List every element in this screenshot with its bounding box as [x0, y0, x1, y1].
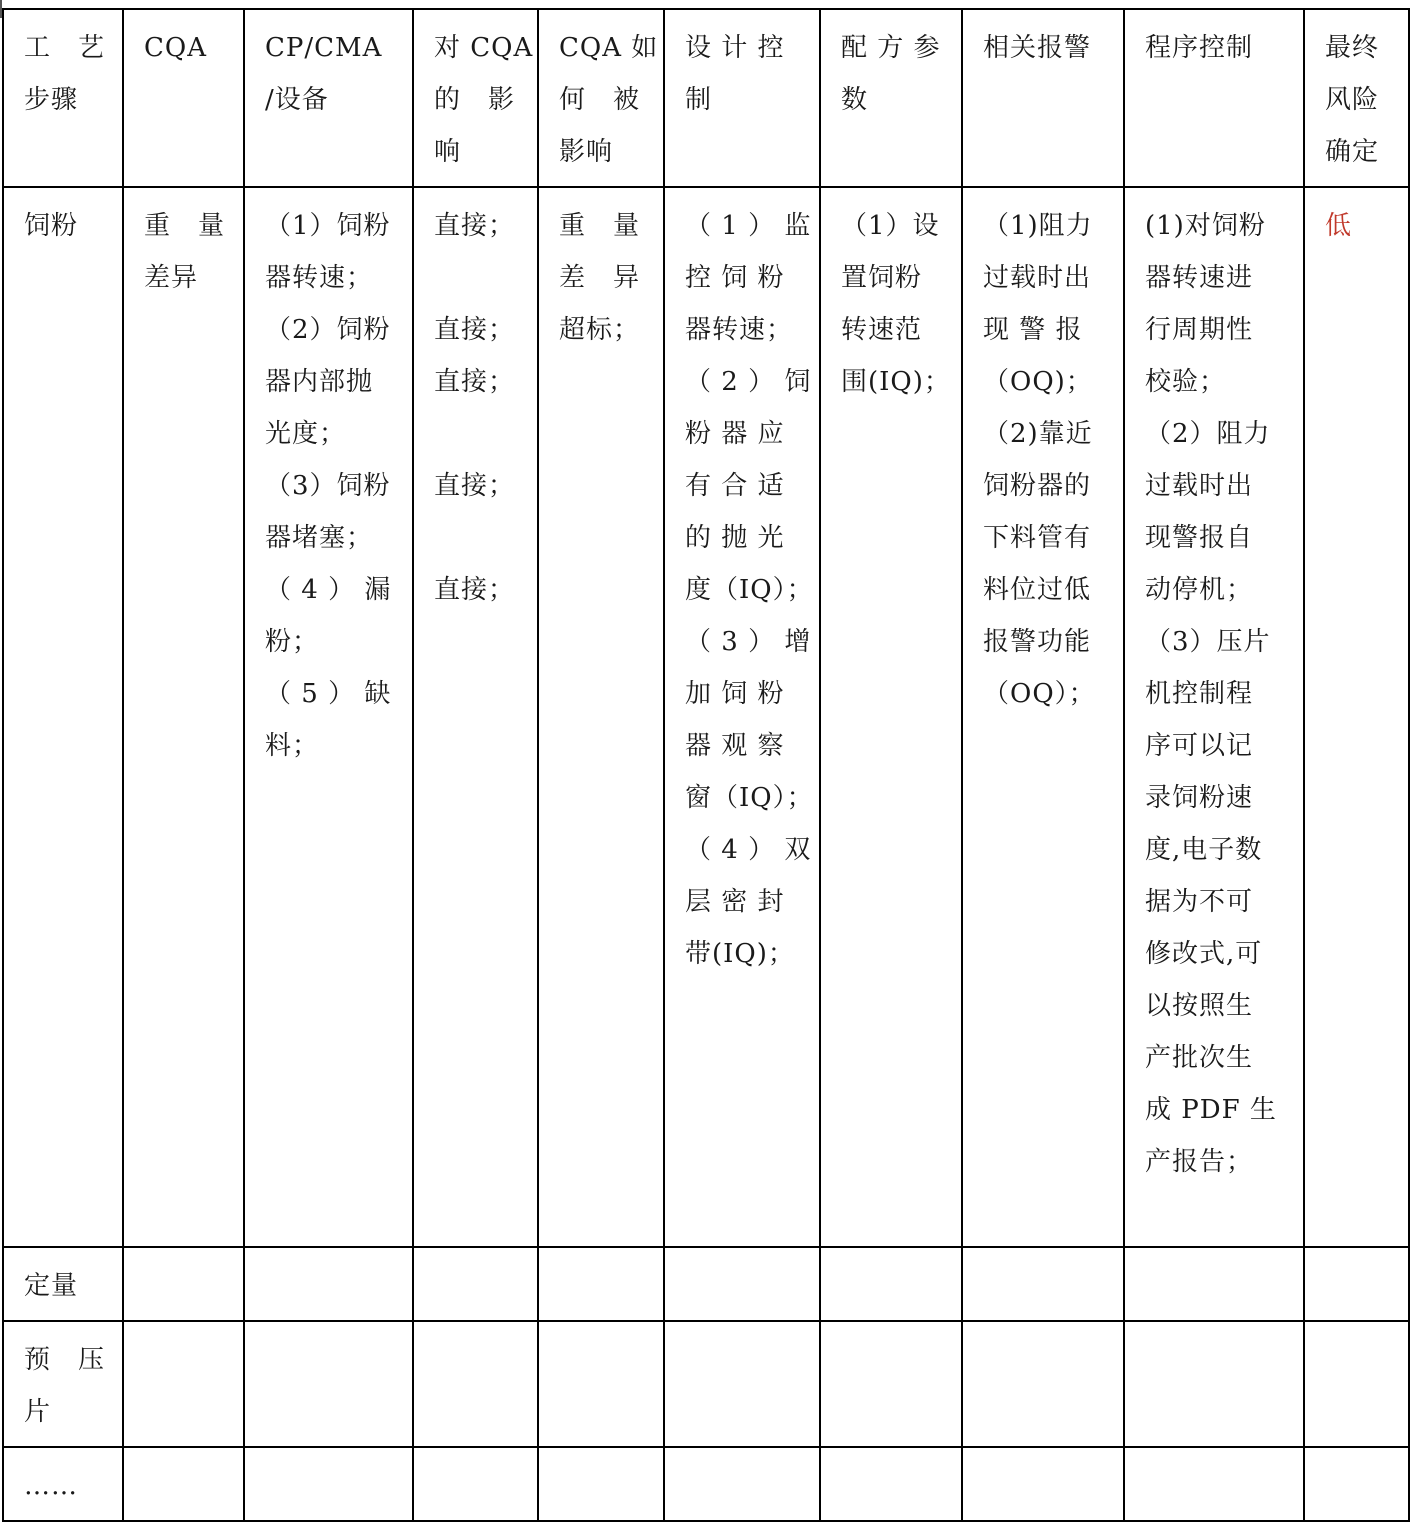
cell-text-line: 影响: [559, 137, 614, 167]
header-how-affected: [538, 9, 664, 187]
header-final-risk: [1304, 9, 1409, 187]
cell-text-line: 下料管有: [983, 523, 1092, 553]
cell-text-line: (1)对饲粉: [1145, 211, 1266, 241]
cell-cp-feed: [244, 187, 413, 1247]
cell-text-line: 以按照生: [1145, 991, 1254, 1021]
cell-text-line: 行周期性: [1145, 315, 1254, 345]
cell-empty: [1124, 1247, 1304, 1321]
cell-recipe-feed: [820, 187, 962, 1247]
cell-empty: [244, 1321, 413, 1447]
cell-text-line: （ 4 ） 漏: [265, 575, 392, 605]
cell-text-line: 器 观 察: [685, 731, 785, 761]
cell-empty: [664, 1447, 820, 1521]
cell-text-line: （ 5 ） 缺: [265, 679, 392, 709]
cell-text-line: （2)靠近: [983, 419, 1093, 449]
cell-text-line: 过载时出: [1145, 471, 1254, 501]
cell-text-line: 器堵塞；: [265, 523, 374, 553]
cell-text-line: （OQ）；: [983, 679, 1096, 709]
cell-text-line: 器转速；: [685, 315, 794, 345]
cell-empty: [244, 1447, 413, 1521]
cell-empty: [1124, 1447, 1304, 1521]
cell-text-line: CQA 如: [559, 33, 659, 63]
cell-empty: [1304, 1447, 1409, 1521]
header-alarm: [962, 9, 1124, 187]
cell-text-line: （2）阻力: [1145, 419, 1271, 449]
header-step: [3, 9, 123, 187]
cell-text-line: 产批次生: [1145, 1043, 1254, 1073]
cell-text-line: 差异: [144, 263, 199, 293]
cell-text-line: 最终: [1325, 33, 1380, 63]
cell-text-line: （ 3 ） 增: [685, 627, 812, 657]
cell-empty: [538, 1447, 664, 1521]
cell-empty: [962, 1447, 1124, 1521]
cell-empty: [962, 1247, 1124, 1321]
cell-text-line: 何 被: [559, 85, 641, 115]
cell-step-more: [3, 1447, 123, 1521]
cell-empty: [413, 1447, 538, 1521]
cell-text-line: 超标；: [559, 315, 641, 345]
cell-text-line: 确定: [1325, 137, 1380, 167]
header-row: [3, 9, 1409, 187]
cell-text-line: 有 合 适: [685, 471, 785, 501]
cell-empty: [123, 1247, 244, 1321]
cell-impact-feed: [413, 187, 538, 1247]
cell-text-line: 响: [434, 137, 462, 167]
cell-text-line: 直接；: [434, 575, 516, 605]
cell-text-line: 现警报自: [1145, 523, 1254, 553]
cell-text-line: 饲粉: [24, 211, 79, 241]
table-row-feed: [3, 187, 1409, 1247]
cell-text-line: （1）饲粉: [265, 211, 391, 241]
cell-text-line: 层 密 封: [685, 887, 785, 917]
table-row-quant: [3, 1247, 1409, 1321]
cell-step-feed: [3, 187, 123, 1247]
cell-text-line: 直接；: [434, 471, 516, 501]
header-cp-cma: [244, 9, 413, 187]
cell-text-line: 直接；: [434, 211, 516, 241]
cell-text-line: CP/CMA: [265, 33, 383, 63]
cell-text-line: 置饲粉: [841, 263, 923, 293]
cell-text-line: 加 饲 粉: [685, 679, 785, 709]
cell-text-line: 料；: [265, 731, 320, 761]
cell-text-line: （3）压片: [1145, 627, 1271, 657]
cell-how-feed: [538, 187, 664, 1247]
cell-text-line: 器转速进: [1145, 263, 1254, 293]
cell-text-line: 饲粉器的: [983, 471, 1092, 501]
cell-text-line: 直接；: [434, 315, 516, 345]
cell-text-line: 录饲粉速: [1145, 783, 1254, 813]
cell-text-line: 成 PDF 生: [1145, 1095, 1277, 1125]
cell-text-line: （ 1 ） 监: [685, 211, 812, 241]
cell-empty: [538, 1321, 664, 1447]
header-cqa: [123, 9, 244, 187]
cell-text-line: 重 量: [559, 211, 641, 241]
cell-text-line: 度,电子数: [1145, 835, 1263, 865]
cell-empty: [962, 1321, 1124, 1447]
cell-text-line: （OQ)；: [983, 367, 1093, 397]
cell-text-line: 粉 器 应: [685, 419, 785, 449]
cell-empty: [538, 1247, 664, 1321]
cell-text-line: 据为不可: [1145, 887, 1254, 917]
cell-design-feed: [664, 187, 820, 1247]
cell-cqa-feed: [123, 187, 244, 1247]
cell-empty: [123, 1321, 244, 1447]
cell-text-line: 过载时出: [983, 263, 1092, 293]
cell-text-line: 光度；: [265, 419, 347, 449]
cell-empty: [664, 1321, 820, 1447]
cell-empty: [123, 1447, 244, 1521]
cell-text-line: 重 量: [144, 211, 226, 241]
cell-text-line: 风险: [1325, 85, 1380, 115]
cell-text-line: 转速范: [841, 315, 923, 345]
cell-text-line: 器内部抛: [265, 367, 374, 397]
cell-text-line: （3）饲粉: [265, 471, 391, 501]
cell-text-line: 报警功能: [983, 627, 1092, 657]
cell-empty: [1304, 1321, 1409, 1447]
cell-text-line: 控 饲 粉: [685, 263, 785, 293]
cell-text-line: /设备: [265, 85, 329, 115]
cell-text-line: 差 异: [559, 263, 641, 293]
cell-text-line: 的 影: [434, 85, 516, 115]
cell-text-line: （ 4 ） 双: [685, 835, 812, 865]
cell-program-feed: [1124, 187, 1304, 1247]
cell-text-line: 修改式,可: [1145, 939, 1263, 969]
cell-text-line: 动停机；: [1145, 575, 1254, 605]
risk-assessment-table: [2, 8, 1410, 1522]
cell-text-line: 窗（IQ）；: [685, 783, 814, 813]
cell-text-line: 料位过低: [983, 575, 1092, 605]
table-row-precompress: [3, 1321, 1409, 1447]
header-impact: [413, 9, 538, 187]
cell-step-quant: [3, 1247, 123, 1321]
cell-text-line: 片: [24, 1397, 52, 1427]
cell-text-line: CQA: [144, 33, 207, 63]
cell-empty: [413, 1321, 538, 1447]
cell-alarm-feed: [962, 187, 1124, 1247]
cell-text-line: 机控制程: [1145, 679, 1254, 709]
cell-empty: [820, 1447, 962, 1521]
cell-text-line: ……: [24, 1471, 78, 1501]
cell-text-line: 度（IQ）；: [685, 575, 814, 605]
cell-text-line: 序可以记: [1145, 731, 1254, 761]
cell-empty: [244, 1247, 413, 1321]
cell-text-line: 配 方 参: [841, 33, 941, 63]
cell-empty: [1124, 1321, 1304, 1447]
cell-empty: [820, 1321, 962, 1447]
line-gap: [434, 512, 523, 564]
line-gap: [434, 252, 523, 304]
cell-text-line: 程序控制: [1145, 33, 1254, 63]
cell-text-line: 数: [841, 85, 869, 115]
cell-empty: [1304, 1247, 1409, 1321]
cell-text-line: （1）设: [841, 211, 940, 241]
cell-text-line: 直接；: [434, 367, 516, 397]
cell-text-line: 粉；: [265, 627, 320, 657]
header-program-control: [1124, 9, 1304, 187]
cell-text-line: 的 抛 光: [685, 523, 785, 553]
cell-text-line: 现 警 报: [983, 315, 1083, 345]
cell-text-line: 器转速；: [265, 263, 374, 293]
cell-text-line: 步骤: [24, 85, 79, 115]
table-row-more: [3, 1447, 1409, 1521]
cell-text-line: （1)阻力: [983, 211, 1093, 241]
cell-risk-feed: [1304, 187, 1409, 1247]
header-recipe-params: [820, 9, 962, 187]
cell-text-line: 设 计 控: [685, 33, 785, 63]
line-gap: [434, 408, 523, 460]
cell-text-line: 对 CQA: [434, 33, 534, 63]
cell-text-line: 预 压: [24, 1345, 106, 1375]
cell-text-line: 定量: [24, 1271, 79, 1301]
cell-empty: [664, 1247, 820, 1321]
cell-text-line: 产报告；: [1145, 1147, 1254, 1177]
cell-text-line: 制: [685, 85, 713, 115]
cell-step-precompress: [3, 1321, 123, 1447]
cell-empty: [413, 1247, 538, 1321]
cell-text-line: （2）饲粉: [265, 315, 391, 345]
header-design-control: [664, 9, 820, 187]
cell-empty: [820, 1247, 962, 1321]
cell-text-line: （ 2 ） 饲: [685, 367, 812, 397]
cell-text-line: 围(IQ)；: [841, 367, 951, 397]
cell-text-line: 工 艺: [24, 33, 106, 63]
cell-text-line: 相关报警: [983, 33, 1092, 63]
cell-text-line: 低: [1325, 211, 1353, 241]
cell-text-line: 校验；: [1145, 367, 1227, 397]
cell-text-line: 带(IQ)；: [685, 939, 795, 969]
